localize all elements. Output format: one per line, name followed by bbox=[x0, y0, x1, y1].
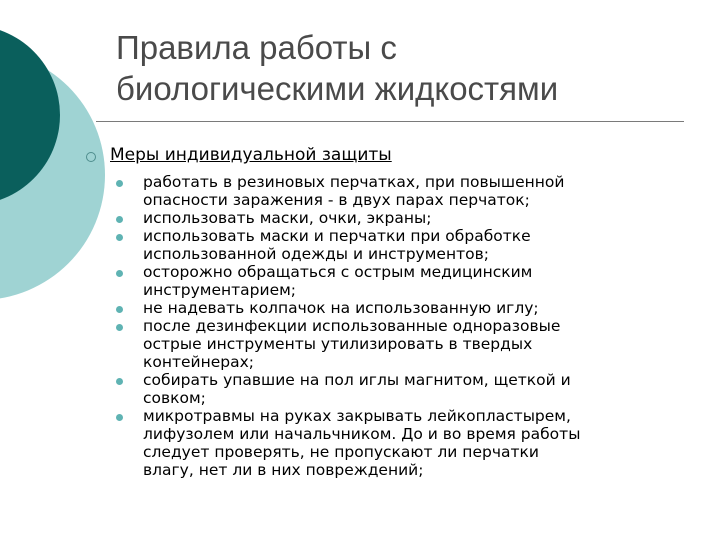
list-item-line: контейнерах; bbox=[143, 353, 255, 371]
list-item-line: использованной одежды и инструментов; bbox=[143, 245, 489, 263]
list-item-line: использовать маски и перчатки при обработке bbox=[143, 227, 531, 245]
dot-bullet-icon bbox=[116, 234, 123, 241]
list-item-line: осторожно обращаться с острым медицинским bbox=[143, 263, 533, 281]
list-item bbox=[113, 173, 683, 209]
list-item-line: работать в резиновых перчатках, при повышенной bbox=[143, 173, 565, 191]
list-item bbox=[113, 371, 683, 407]
list-item-line: следует проверять, не пропускают ли перчатки bbox=[143, 443, 539, 461]
list-item-line: влагу, нет ли в них повреждений; bbox=[143, 461, 424, 479]
dot-bullet-icon bbox=[116, 306, 123, 313]
list-item-line: использовать маски, очки, экраны; bbox=[143, 209, 432, 227]
list-item bbox=[113, 209, 683, 227]
list-item bbox=[113, 299, 683, 317]
list-item bbox=[113, 407, 683, 479]
dot-bullet-icon bbox=[116, 414, 123, 421]
dot-bullet-icon bbox=[116, 324, 123, 331]
title-divider bbox=[96, 121, 684, 122]
dot-bullet-icon bbox=[116, 180, 123, 187]
dot-bullet-icon bbox=[116, 270, 123, 277]
section-heading-text: Меры индивидуальной защиты bbox=[110, 145, 392, 165]
slide-title-line-1: Правила работы с bbox=[116, 29, 397, 66]
list-item-line: инструментарием; bbox=[143, 281, 297, 299]
list-item-line: лифузолем или начальчником. До и во время работы bbox=[143, 425, 581, 443]
list-item-line: опасности заражения - в двух парах перчаток; bbox=[143, 191, 530, 209]
dot-bullet-icon bbox=[116, 378, 123, 385]
slide-title-line-2: биологическими жидкостями bbox=[116, 70, 559, 107]
list-item-line: микротравмы на руках закрывать лейкопластырем, bbox=[143, 407, 571, 425]
list-item bbox=[113, 317, 683, 371]
list-item-line: собирать упавшие на пол иглы магнитом, щеткой и bbox=[143, 371, 571, 389]
protection-measures-list bbox=[113, 173, 683, 479]
list-item-line: после дезинфекции использованные одноразовые bbox=[143, 317, 561, 335]
list-item bbox=[113, 227, 683, 263]
dot-bullet-icon bbox=[116, 216, 123, 223]
list-item-line: совком; bbox=[143, 389, 206, 407]
list-item-line: острые инструменты утилизировать в твердых bbox=[143, 335, 533, 353]
ring-bullet-icon bbox=[86, 152, 96, 162]
list-item-line: не надевать колпачок на использованную иглу; bbox=[143, 299, 539, 317]
list-item bbox=[113, 263, 683, 299]
